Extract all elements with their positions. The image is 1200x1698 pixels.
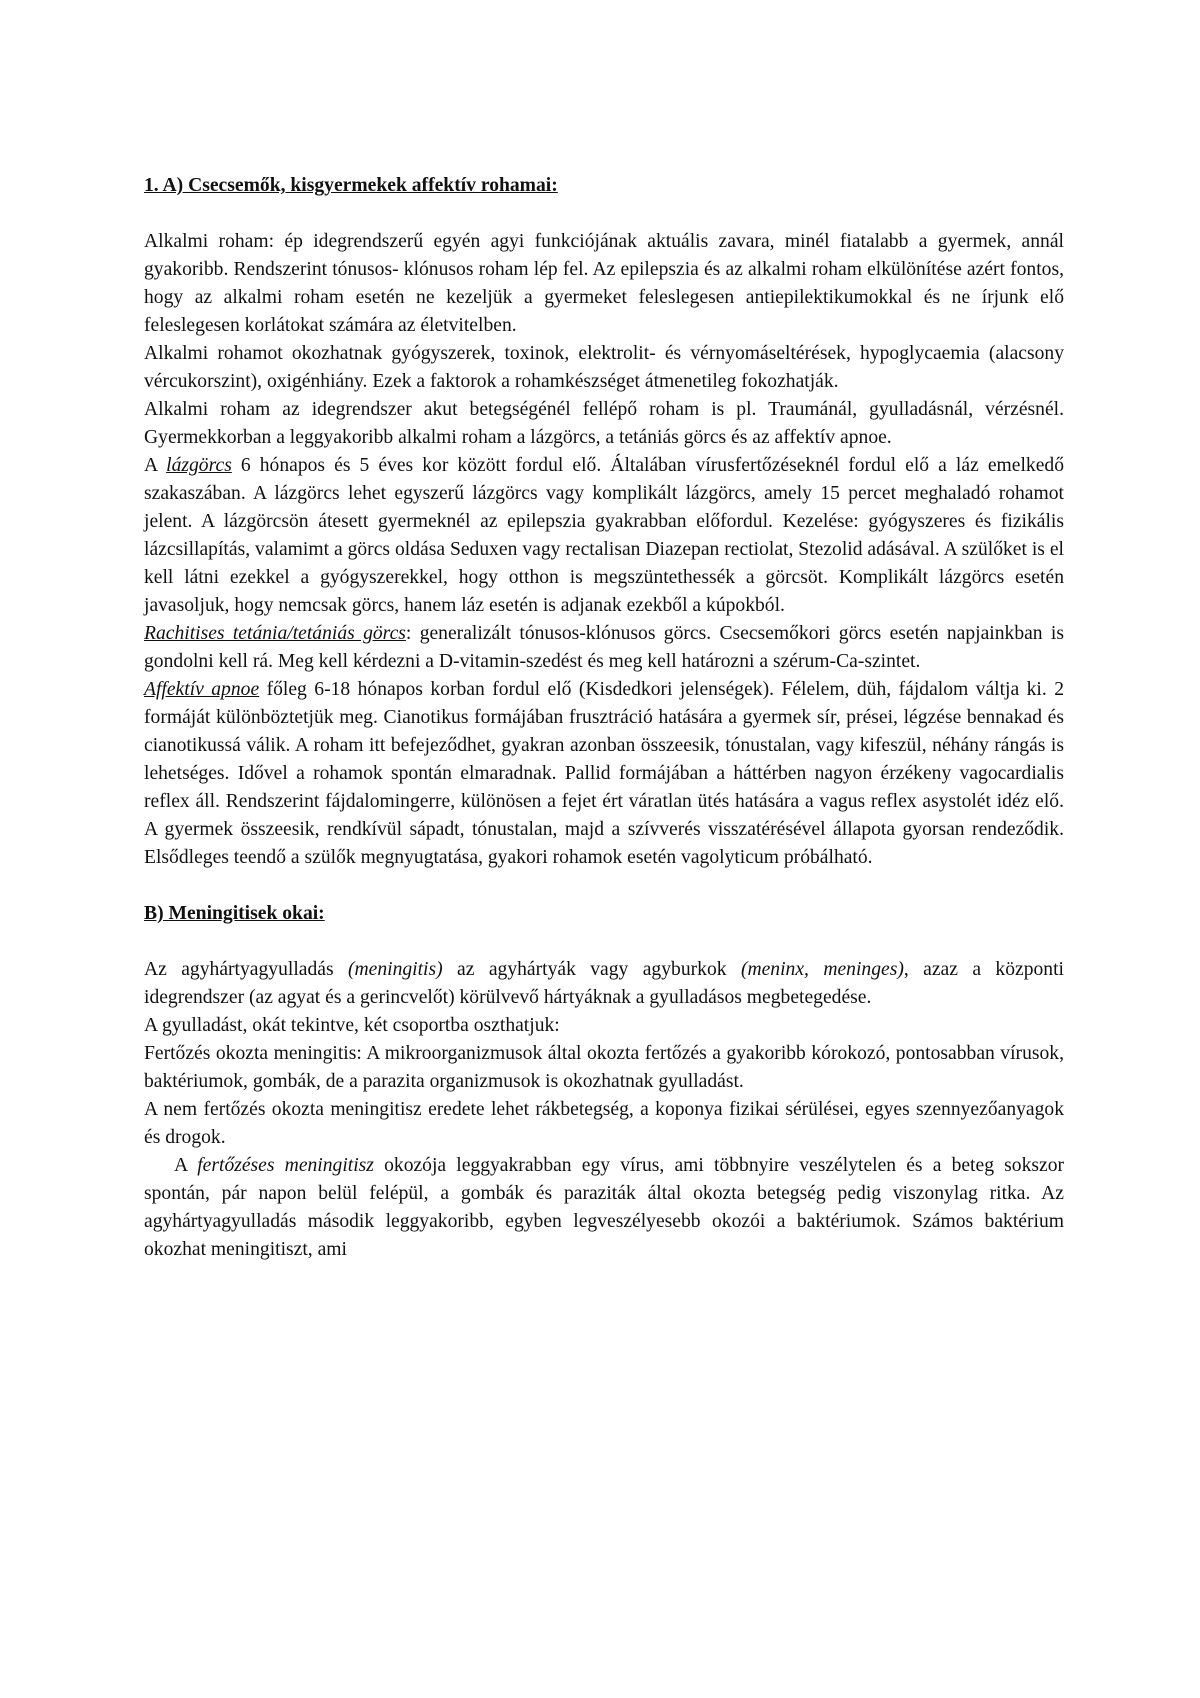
term-affektiv-apnoe: Affektív apnoe (144, 679, 260, 700)
term-meningitis: (meningitis) (347, 959, 443, 980)
p6-body: főleg 6-18 hónapos korban fordul elő (Kisdedkori jelenségek). Félelem, düh, fájdalom váltja ki. 2 formáját különböztetjük meg. Cianotikus formájában frusztráció hatására a gyermek sír, prései, légzése bennakad és cianotikussá válik. A roham itt befejeződhet, gyakran azonban összeesik, tónustalan, vagy kifeszül, néhány rángás is lehetséges. Idővel a rohamok spontán elmaradnak. Pallid formájában a háttérben nagyon érzékeny vagocardialis reflex áll. Rendszerint fájdalomingerre, különösen a fejet ért váratlan ütés hatására a vagus reflex asystolét idéz elő. A gyermek összeesik, rendkívül sápadt, tónustalan, majd a szívverés visszatérésével állapota gyorsan rendeződik. Elsődleges teendő a szülők megnyugtatása, gyakori rohamok esetén vagolyticum próbálható. (144, 679, 1064, 868)
section-b-heading: B) Meningitisek okai: (144, 903, 325, 924)
term-fertozeses-meningitisz: fertőzéses meningitisz (197, 1155, 374, 1176)
p5-body: : generalizált tónusos-klónusos görcs. Csecsemőkori görcs esetén napjainkban is gondolni kell rá. Meg kell kérdezni a D-vitamin-szedést és meg kell határozni a szérum-Ca-szintet. (144, 623, 1064, 672)
term-meninx: (meninx, meninges) (740, 959, 904, 980)
section-b-paragraph-5 (144, 1152, 1064, 1264)
term-rachitises-tetania: Rachitises tetánia/tetániás görcs (144, 623, 406, 644)
section-a-paragraph-2: Alkalmi rohamot okozhatnak gyógyszerek, toxinok, elektrolit- és vérnyomáseltérések, hypoglycaemia (alacsony vércukorszint), oxigénhiány. Ezek a faktorok a rohamkészséget átmenetileg fokozhatják. (144, 343, 1064, 392)
section-a-paragraph-1: Alkalmi roham: ép idegrendszerű egyén agyi funkciójának aktuális zavara, minél fiatalabb a gyermek, annál gyakoribb. Rendszerint tónusos- klónusos roham lép fel. Az epilepszia és az alkalmi roham elkülönítése azért fontos, hogy az alkalmi roham esetén ne kezeljük a gyermeket feleslegesen antiepilektikumokkal és ne írjunk elő feleslegesen korlátokat számára az életvitelben. (144, 231, 1064, 336)
section-b-paragraph-1 (144, 956, 1064, 1012)
p1-part-b: az agyhártyák vagy agyburkok (442, 959, 741, 980)
section-a-paragraph-tetania (144, 620, 1064, 676)
section-a-paragraph-lazgorcs (144, 452, 1064, 620)
section-a-paragraph-3: Alkalmi roham az idegrendszer akut betegségénél fellépő roham is pl. Traumánál, gyulladásnál, vérzésnél. Gyermekkorban a leggyakoribb alkalmi roham a lázgörcs, a tetániás görcs és az affektív apnoe. (144, 399, 1064, 448)
p5-prefix: A (174, 1155, 198, 1176)
p4-prefix: A (144, 455, 167, 476)
p1-part-a: Az agyhártyagyulladás (144, 959, 348, 980)
section-b-paragraph-2: A gyulladást, okát tekintve, két csoportba oszthatjuk: (144, 1015, 560, 1036)
p4-body: 6 hónapos és 5 éves kor között fordul elő. Általában vírusfertőzéseknél fordul elő a láz emelkedő szakaszában. A lázgörcs lehet egyszerű lázgörcs vagy komplikált lázgörcs, amely 15 percet meghaladó rohamot jelent. A lázgörcsön átesett gyermeknél az epilepszia gyakrabban előfordul. Kezelése: gyógyszeres és fizikális lázcsillapítás, valamimt a görcs oldása Seduxen vagy rectalisan Diazepan rectiolat, Stezolid adásával. A szülőket is el kell látni ezekkel a gyógyszerekkel, hogy otthon is megszüntethessék a görcsöt. Komplikált lázgörcs esetén javasoljuk, hogy nemcsak görcs, hanem láz esetén is adjanak ezekből a kúpokból. (144, 455, 1064, 616)
p5-body-b: okozója leggyakrabban egy vírus, ami többnyire veszélytelen és a beteg sokszor spontán, pár napon belül felépül, a gombák és paraziták által okozta betegség pedig viszonylag ritka. Az agyhártyagyulladás második leggyakoribb, egyben legveszélyesebb okozói a baktériumok. Számos baktérium okozhat meningitiszt, ami (144, 1155, 1065, 1260)
section-a-heading: 1. A) Csecsemők, kisgyermekek affektív rohamai: (144, 175, 558, 196)
p1-part-c: , azaz a központi idegrendszer (az agyat és a gerincvelőt) körülvevő hártyáknak a gyulladásos megbetegedése. (144, 959, 1064, 1008)
term-lazgorcs: lázgörcs (166, 455, 232, 476)
section-b-paragraph-4: A nem fertőzés okozta meningitisz eredete lehet rákbetegség, a koponya fizikai sérülései, egyes szennyezőanyagok és drogok. (144, 1099, 1064, 1148)
section-b-paragraph-3: Fertőzés okozta meningitis: A mikroorganizmusok által okozta fertőzés a gyakoribb kórokozó, pontosabban vírusok, baktériumok, gombák, de a parazita organizmusok is okozhatnak gyulladást. (144, 1043, 1064, 1092)
section-a-paragraph-apnoe (144, 676, 1064, 872)
document-page (144, 172, 1064, 1264)
